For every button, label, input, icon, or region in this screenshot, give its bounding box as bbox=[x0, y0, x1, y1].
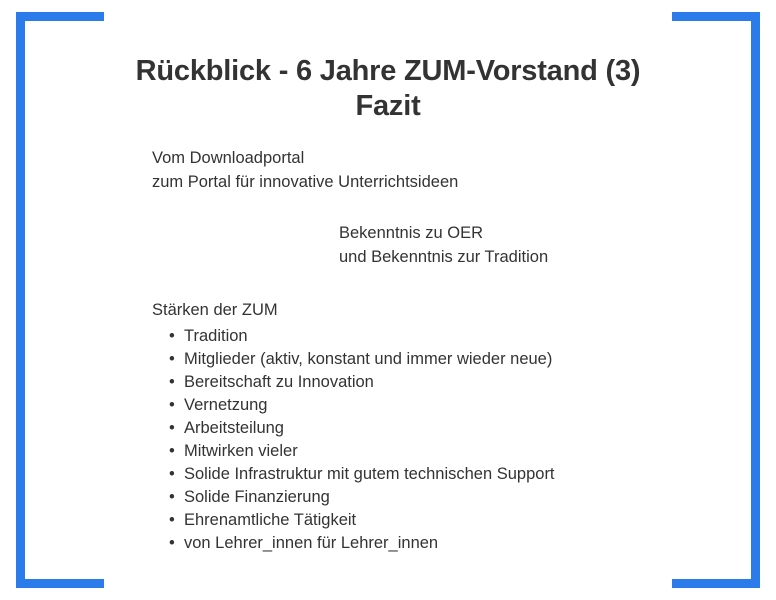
frame-accent-right-bar bbox=[751, 12, 760, 588]
paragraph-downloadportal-line-1: Vom Downloadportal bbox=[152, 148, 305, 167]
paragraph-downloadportal bbox=[152, 147, 742, 195]
list-item: • Solide Infrastruktur mit gutem technischen Support bbox=[152, 463, 742, 486]
frame-accent-top-left bbox=[16, 12, 104, 21]
frame-accent-bottom-left bbox=[16, 579, 104, 588]
frame-accent-left-bar bbox=[16, 12, 25, 588]
list-item: • Arbeitsteilung bbox=[152, 417, 742, 440]
slide-title-line-1: Rückblick - 6 Jahre ZUM-Vorstand (3) bbox=[135, 55, 641, 87]
list-item: • von Lehrer_innen für Lehrer_innen bbox=[152, 532, 742, 555]
slide-body bbox=[34, 147, 742, 555]
strengths-list bbox=[152, 325, 742, 554]
strengths-section bbox=[152, 299, 742, 554]
list-item: • Tradition bbox=[152, 325, 742, 348]
list-item: • Mitwirken vieler bbox=[152, 440, 742, 463]
strengths-heading: Stärken der ZUM bbox=[152, 301, 278, 320]
slide-content bbox=[34, 36, 742, 564]
slide-title bbox=[34, 54, 742, 125]
paragraph-bekenntnis-line-2: und Bekenntnis zur Tradition bbox=[339, 247, 549, 266]
paragraph-bekenntnis-line-1: Bekenntnis zu OER bbox=[339, 223, 483, 242]
slide-title-line-2: Fazit bbox=[355, 90, 421, 123]
frame-accent-bottom-right bbox=[672, 579, 760, 588]
paragraph-bekenntnis bbox=[339, 222, 742, 270]
list-item: • Vernetzung bbox=[152, 394, 742, 417]
list-item: • Ehrenamtliche Tätigkeit bbox=[152, 509, 742, 532]
list-item: • Solide Finanzierung bbox=[152, 486, 742, 509]
frame-accent-top-right bbox=[672, 12, 760, 21]
list-item: • Mitglieder (aktiv, konstant und immer wieder neue) bbox=[152, 348, 742, 371]
list-item: • Bereitschaft zu Innovation bbox=[152, 371, 742, 394]
paragraph-downloadportal-line-2: zum Portal für innovative Unterrichtsideen bbox=[152, 172, 459, 191]
